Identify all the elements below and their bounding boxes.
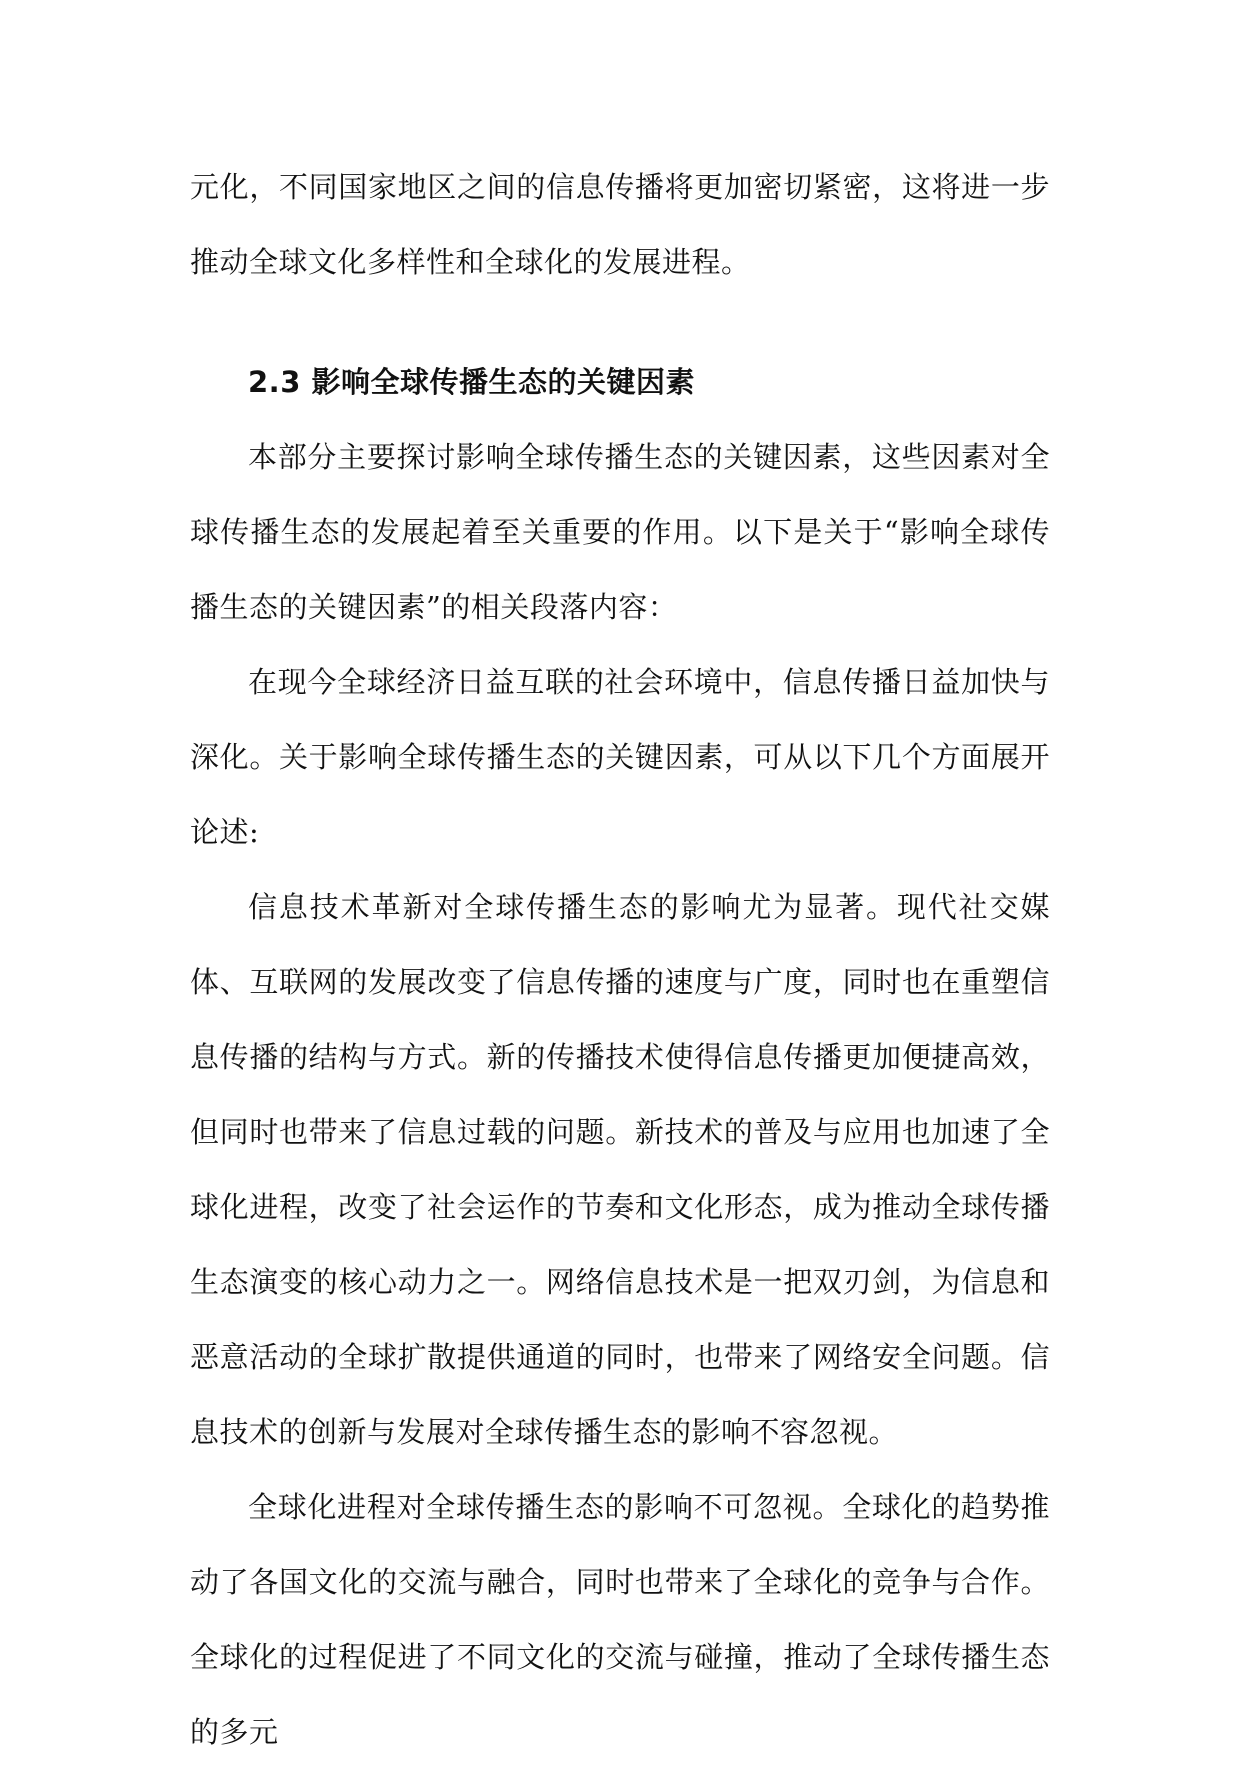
paragraph-intro: 本部分主要探讨影响全球传播生态的关键因素，这些因素对全球传播生态的发展起着至关重要的作用。以下是关于“影响全球传播生态的关键因素”的相关段落内容：	[190, 440, 1050, 624]
paragraph-technology: 信息技术革新对全球传播生态的影响尤为显著。现代社交媒体、互联网的发展改变了信息传播的速度与广度，同时也在重塑信息传播的结构与方式。新的传播技术使得信息传播更加便捷高效，但同时也带来了信息过载的问题。新技术的普及与应用也加速了全球化进程，改变了社会运作的节奏和文化形态，成为推动全球传播生态演变的核心动力之一。网络信息技术是一把双刃剑，为信息和恶意活动的全球扩散提供通道的同时，也带来了网络安全问题。信息技术的创新与发展对全球传播生态的影响不容忽视。	[190, 890, 1050, 1449]
section-heading: 2.3 影响全球传播生态的关键因素	[248, 365, 695, 399]
paragraph-globalization: 全球化进程对全球传播生态的影响不可忽视。全球化的趋势推动了各国文化的交流与融合，同时也带来了全球化的竞争与合作。全球化的过程促进了不同文化的交流与碰撞，推动了全球传播生态的多元	[190, 1490, 1050, 1749]
paragraph-context: 在现今全球经济日益互联的社会环境中，信息传播日益加快与深化。关于影响全球传播生态的关键因素，可从以下几个方面展开论述:	[190, 665, 1050, 849]
document-page	[190, 150, 1050, 1770]
continuation-paragraph: 元化，不同国家地区之间的信息传播将更加密切紧密，这将进一步推动全球文化多样性和全球化的发展进程。	[190, 170, 1050, 279]
